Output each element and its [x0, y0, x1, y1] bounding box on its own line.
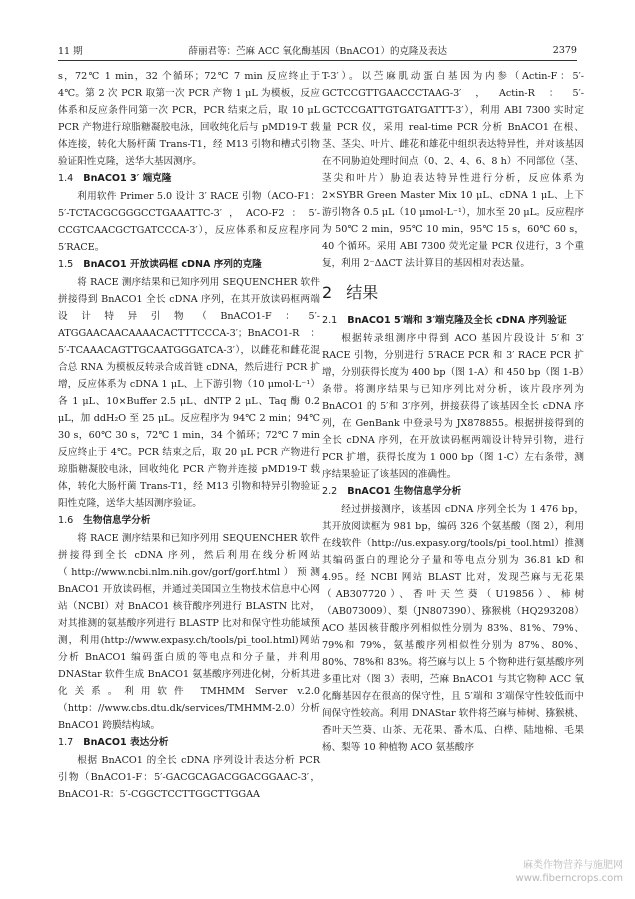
issue-label: 11 期 [58, 46, 83, 57]
body-paragraph: T-3′）。以苎麻肌动蛋白基因为内参（Actin-F：5′-GCTCCGTTGAACCCTAAG-3′，Actin-R：5′-GCTCCGATTGTGATGATTT-3′），利用 ABI 7300 实时定量 PCR 仪，采用 real-time PCR 分析 BnACO1 在根、茎、茎尖、叶片、雌花和雄花中组织表达特异性，并对该基因在不同胁迫处理时间点（0、2、4、6、8 h）不同部位（茎、茎尖和叶片）胁迫表达特异性进行分析，反应体系为 2×SYBR Green Master Mix 10 μL、cDNA 1 μL、上下游引物各 0.5 μL（10 μmol·L⁻¹），加水至 20 μL。反应程序为 50℃ 2 min，95℃ 10 min，95℃ 15 s，60℃ 60 s，40 个循环。采用 ABI 7300 荧光定量 PCR 仪进行，3 个重复，利用 2⁻ΔΔCT 法计算目的基因相对表达量。 [322, 71, 584, 269]
body-paragraph: 根据 BnACO1 的全长 cDNA 序列设计表达分析 PCR 引物（BnACO1-F：5′-GACGCAGACGGACGGAAC-3′，BnACO1-R：5′-CGGCTCCTTGGCTTGGAA [58, 755, 320, 800]
subsection-heading [58, 512, 320, 530]
body-paragraph: 经过拼接测序，该基因 cDNA 序列全长为 1 476 bp，其开放阅读框为 981 bp，编码 326 个氨基酸（图 2），利用在线软件（http://us.expasy.org/tools/pi_tool.html）推测其编码蛋白的理论分子量和等电点分别为 36.81 kD 和 4.95。经 NCBI 网站 BLAST 比对，发现苎麻与无花果（AB307720）、香叶天竺葵（U19856）、柿树（AB073009）、梨（JN807390）、猕猴桃（HQ293208）ACO 基因核苷酸序列相似性分别为 83%、81%、79%、79%和 79%，氨基酸序列相似性分别为 87%、80%、80%、78%和 83%。将苎麻与以上 5 个物种进行氨基酸序列多重比对（图 3）表明，苎麻 BnACO1 与其它物种 ACC 氧化酶基因存在很高的保守性，且 5′端和 3′端保守性较低而中间保守性较高。利用 DNAStar 软件将苎麻与柿树、猕猴桃、香叶天竺葵、山茶、无花果、番木瓜、白桦、陆地棉、毛果杨、梨等 10 种植物 ACO 氨基酸序 [322, 504, 584, 753]
heading-number: 2.2 [322, 486, 338, 497]
watermark-line-1: 麻类作物营养与施肥网 [523, 860, 623, 871]
subsection-heading [58, 256, 320, 274]
subsection-heading [58, 734, 320, 752]
heading-number: 1.5 [58, 259, 74, 270]
heading-text: 生物信息学分析 [83, 515, 151, 526]
heading-text: 结果 [346, 283, 379, 302]
body-paragraph: 将 RACE 测序结果和已知序列用 SEQUENCHER 软件拼接得到全长 cDNA 序列，然后利用在线分析网站（http://www.ncbi.nlm.nih.gov/gorf/gorf.html）预测 BnACO1 开放读码框，并通过美国国立生物技术信息中心网站（NCBI）对 BnACO1 核苷酸序列进行 BLASTN 比对，对其推测的氨基酸序列进行 BLASTP 比对和保守性功能域预测，利用(http://www.expasy.ch/tools/pi_tool.html)网站分析 BnACO1 编码蛋白质的等电点和分子量，并利用 DNAStar 软件生成 BnACO1 氨基酸序列进化树，分析其进化关系。利用软件 TMHMM Server v.2.0（http：//www.cbs.dtu.dk/services/TMHMM-2.0）分析 BnACO1 跨膜结构域。 [58, 533, 320, 731]
heading-number: 1.4 [58, 173, 74, 184]
subsection-heading [322, 312, 584, 330]
running-title: 薛丽君等：苎麻 ACC 氧化酶基因（BnACO1）的克隆及表达 [188, 46, 447, 57]
page-number: 2379 [552, 44, 577, 56]
heading-number: 1.6 [58, 515, 74, 526]
heading-text: BnACO1 开放读码框 cDNA 序列的克隆 [83, 259, 262, 270]
heading-text: BnACO1 生物信息学分析 [347, 486, 462, 497]
heading-number: 1.7 [58, 737, 74, 748]
body-paragraph: 根据转录组测序中得到 ACO 基因片段设计 5′和 3′ RACE 引物，分别进行 5′RACE PCR 和 3′ RACE PCR 扩增，分别获得长度为 400 bp（图 1-A）和 450 bp（图 1-B）条带。将测序结果与已知序列比对分析，该片段序列为 BnACO1 的 5′和 3′序列，拼接获得了该基因全长 cDNA 序列，在 GenBank 中登录号为 JX878855。根据拼接得到的全长 cDNA 序列，在开放读码框两端设计特异引物，进行 PCR 扩增，获得长度为 1 000 bp（图 1-C）左右条带，测序结果验证了该基因的准确性。 [322, 333, 584, 480]
left-column [58, 68, 320, 803]
watermark-line-2: www.fiberncrops.com [515, 873, 623, 884]
right-column [322, 68, 584, 756]
site-watermark [516, 859, 623, 885]
heading-number: 2.1 [322, 315, 338, 326]
heading-text: BnACO1 5′端和 3′端克隆及全长 cDNA 序列验证 [347, 315, 567, 326]
body-paragraph: s，72℃ 1 min，32 个循环；72℃ 7 min 反应终止于 4℃。第 2 次 PCR 取第一次 PCR 产物 1 μL 为模板，反应体系和反应条件同第一次 PCR，PCR 结束之后，取 10 μL PCR 产物进行琼脂糖凝胶电泳，回收纯化后与 pMD19-T 载体连接，转化大肠杆菌 Trans-T1，经 M13 引物和槽式引物验证阳性克隆，送华大基因测序。 [58, 71, 320, 167]
body-paragraph: 利用软件 Primer 5.0 设计 3′ RACE 引物（ACO-F1：5′-TCTACGCGGGCCTGAAATTC-3′，ACO-F2：5′-CCGTCAACGCTGATCCCA-3′），反应体系和反应程序同 5′RACE。 [58, 191, 320, 253]
heading-number: 2 [322, 283, 333, 302]
heading-text: BnACO1 3′ 端克隆 [83, 173, 172, 184]
subsection-heading [322, 483, 584, 501]
subsection-heading [58, 170, 320, 188]
running-header [58, 40, 577, 61]
body-paragraph: 将 RACE 测序结果和已知序列用 SEQUENCHER 软件拼接得到 BnACO1 全长 cDNA 序列，在其开放读码框两端设计特异引物（BnACO1-F：5′-ATGGAACAACAAAACACTTTCCCA-3′；BnACO1-R：5′-TCAAACAGTTGCAATGGGATCA-3′），以雌花和雌花混合总 RNA 为模板反转录合成首链 cDNA，然后进行 PCR 扩增，反应体系为 cDNA 1 μL、上下游引物（10 μmol·L⁻¹）各 1 μL、10×Buffer 2.5 μL、dNTP 2 μL、Taq 酶 0.2 μL，加 ddH₂O 至 25 μL。反应程序为 94℃ 2 min；94℃ 30 s，60℃ 30 s，72℃ 1 min，34 个循环；72℃ 7 min 反应终止于 4℃。PCR 结束之后，取 20 μL PCR 产物进行琼脂糖凝胶电泳，回收纯化 PCR 产物并连接 pMD19-T 载体，转化大肠杆菌 Trans-T1，经 M13 引物和特异引物验证阳性克隆，送华大基因测序验证。 [58, 277, 320, 509]
heading-text: BnACO1 表达分析 [83, 737, 169, 748]
section-heading [322, 282, 584, 304]
